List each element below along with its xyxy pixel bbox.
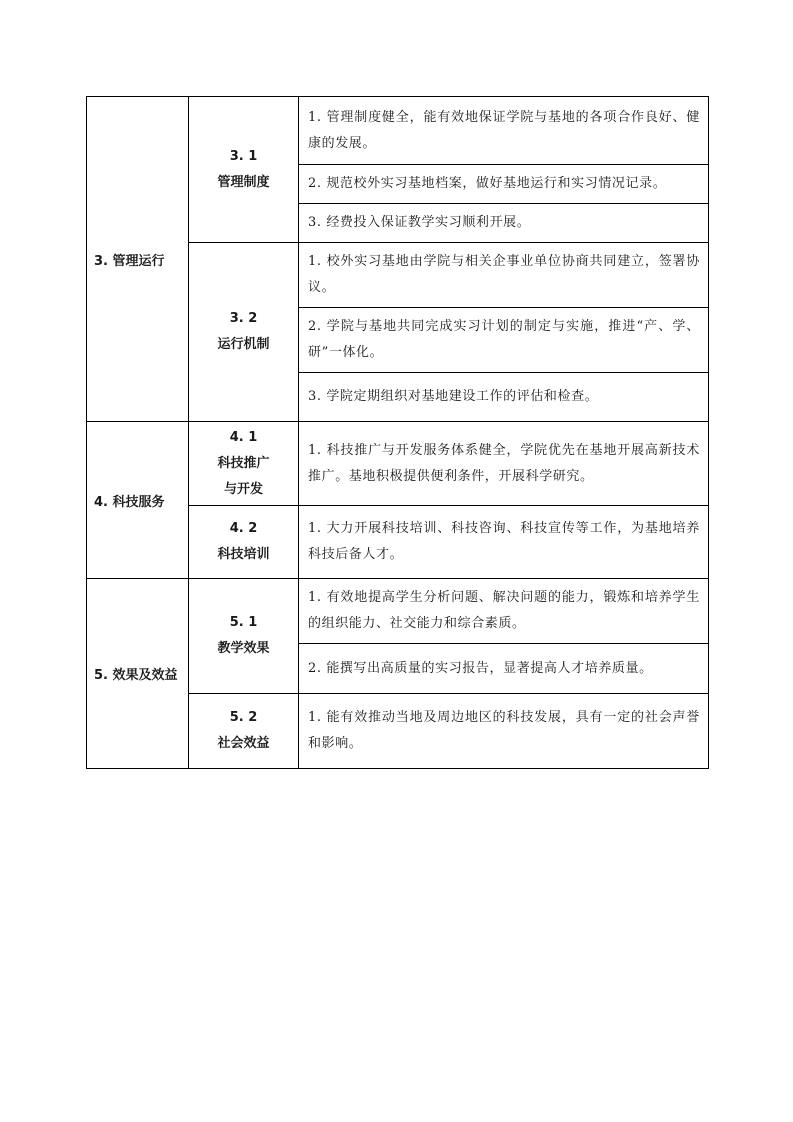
criterion-item: 2. 学院与基地共同完成实习计划的制定与实施，推进“产、学、研”一体化。 [299,308,709,373]
subcategory-name: 管理制度 [217,174,270,190]
subcategory-social-benefit [189,694,299,769]
subcategory-number: 5. 1 [229,615,258,630]
criterion-item: 2. 规范校外实习基地档案，做好基地运行和实习情况记录。 [299,165,709,204]
criterion-item: 1. 校外实习基地由学院与相关企事业单位协商共同建立，签署协议。 [299,243,709,308]
subcategory-name: 运行机制 [217,337,270,352]
criterion-item: 1. 能有效推动当地及周边地区的科技发展，具有一定的社会声誉和影响。 [299,694,709,769]
criterion-item: 3. 经费投入保证教学实习顺利开展。 [299,204,709,243]
criterion-item: 1. 有效地提高学生分析问题、解决问题的能力，锻炼和培养学生的组织能力、社交能力和综合素质。 [299,579,709,644]
subcategory-name: 教学效果 [217,641,270,656]
table-row [87,579,709,644]
criterion-item: 3. 学院定期组织对基地建设工作的评估和检查。 [299,373,709,422]
subcategory-name: 社会效益 [217,736,270,751]
criterion-item: 2. 能撰写出高质量的实习报告，显著提高人才培养质量。 [299,644,709,694]
subcategory-name: 科技培训 [217,547,270,562]
subcategory-name-line2: 与开发 [223,481,263,497]
category-effects-benefits: 5. 效果及效益 [87,579,189,769]
subcategory-number: 3. 2 [229,311,258,326]
subcategory-teaching-effect [189,579,299,694]
criterion-item: 1. 大力开展科技培训、科技咨询、科技宣传等工作，为基地培养科技后备人才。 [299,506,709,579]
subcategory-operation-mechanism [189,243,299,422]
subcategory-name: 科技推广 [217,455,270,471]
subcategory-number: 3. 1 [229,148,258,164]
table-row [87,97,709,165]
subcategory-tech-promotion [189,422,299,506]
category-tech-service: 4. 科技服务 [87,422,189,579]
subcategory-management-system [189,97,299,243]
subcategory-number: 4. 2 [229,521,258,536]
category-management: 3. 管理运行 [87,97,189,422]
subcategory-number: 4. 1 [229,429,258,445]
criterion-item: 1. 科技推广与开发服务体系健全，学院优先在基地开展高新技术推广。基地积极提供便利条件，开展科学研究。 [299,422,709,506]
subcategory-number: 5. 2 [229,710,258,725]
subcategory-tech-training [189,506,299,579]
table-row [87,422,709,506]
evaluation-criteria-table [86,96,709,769]
criterion-item: 1. 管理制度健全，能有效地保证学院与基地的各项合作良好、健康的发展。 [299,97,709,165]
